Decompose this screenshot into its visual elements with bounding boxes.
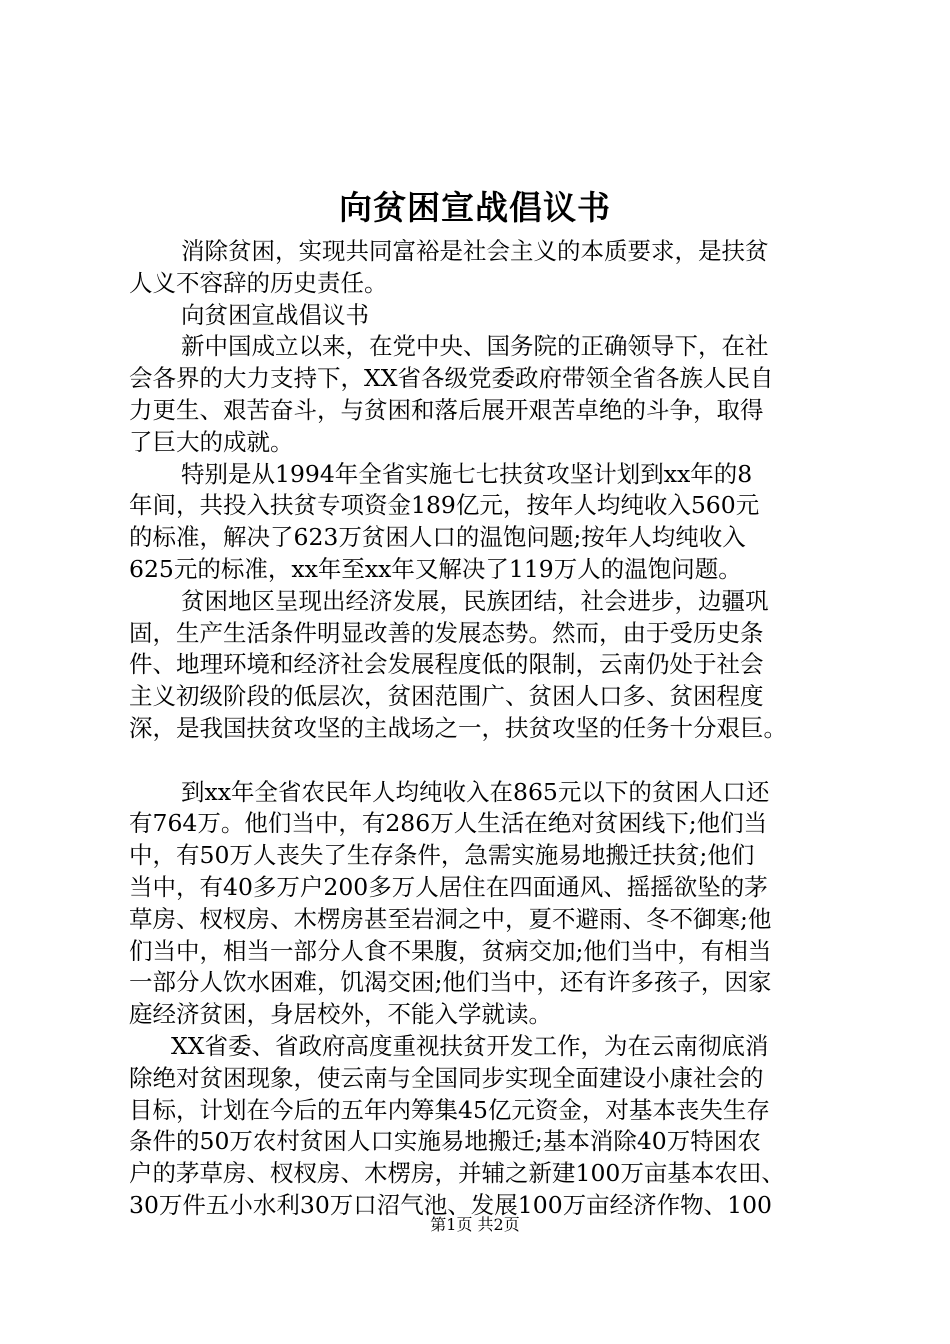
text-line: 们当中，相当一部分人食不果腹，贫病交加;他们当中，有相当 [129,936,772,965]
text-line: 会各界的大力支持下，XX省各级党委政府带领全省各族人民自 [129,364,774,393]
text-line: 消除贫困，实现共同富裕是社会主义的本质要求，是扶贫 [181,237,769,265]
text-line: 向贫困宣战倡议书 [181,300,369,329]
text-line: 当中，有40多万户200多万人居住在四面通风、摇摇欲坠的茅 [129,872,768,901]
text-line: 除绝对贫困现象，使云南与全国同步实现全面建设小康社会的 [129,1063,764,1092]
text-line: 草房、杈杈房、木楞房甚至岩洞之中，夏不避雨、冬不御寒;他 [129,904,772,933]
text-line: 贫困地区呈现出经济发展，民族团结，社会进步，边疆巩 [181,586,769,615]
text-line: XX省委、省政府高度重视扶贫开发工作，为在云南彻底消 [171,1031,769,1060]
text-line: 主义初级阶段的低层次，贫困范围广、贫困人口多、贫困程度 [129,682,764,711]
text-line: 目标，计划在今后的五年内筹集45亿元资金，对基本丧失生存 [129,1095,770,1124]
text-line: 一部分人饮水困难，饥渴交困;他们当中，还有许多孩子，因家 [129,968,772,997]
text-line: 特别是从1994年全省实施七七扶贫攻坚计划到xx年的8 [181,459,753,488]
text-line: 中，有50万人丧失了生存条件，急需实施易地搬迁扶贫;他们 [129,841,755,870]
text-line: 固，生产生活条件明显改善的发展态势。然而，由于受历史条 [129,618,764,647]
page-footer: 第1页 共2页 [430,1215,520,1234]
paragraph-spacer [129,745,829,777]
text-line: 30万件五小水利30万口沼气池、发展100万亩经济作物、100 [129,1190,773,1219]
text-line: 件、地理环境和经济社会发展程度低的限制，云南仍处于社会 [129,650,764,679]
text-line: 条件的50万农村贫困人口实施易地搬迁;基本消除40万特困农 [129,1127,761,1156]
text-line: 有764万。他们当中，有286万人生活在绝对贫困线下;他们当 [129,809,768,838]
text-line: 到xx年全省农民年人均纯收入在865元以下的贫困人口还 [181,777,770,806]
text-line: 户的茅草房、杈杈房、木楞房，并辅之新建100万亩基本农田、 [129,1159,785,1188]
document-body [129,236,829,1222]
text-line: 新中国成立以来，在党中央、国务院的正确领导下，在社 [181,332,769,361]
text-line: 力更生、艰苦奋斗，与贫困和落后展开艰苦卓绝的斗争，取得 [129,395,764,424]
text-line: 625元的标准，xx年至xx年又解决了119万人的温饱问题。 [129,554,742,583]
text-line: 了巨大的成就。 [129,427,294,456]
text-line: 深，是我国扶贫攻坚的主战场之一，扶贫攻坚的任务十分艰巨。 [129,713,787,742]
text-line: 的标准，解决了623万贫困人口的温饱问题;按年人均纯收入 [129,523,746,552]
document-title: 向贫困宣战倡议书 [339,188,611,227]
text-line: 人义不容辞的历史责任。 [129,268,388,297]
text-line: 年间，共投入扶贫专项资金189亿元，按年人均纯收入560元 [129,491,760,520]
text-line: 庭经济贫困，身居校外，不能入学就读。 [129,1000,552,1029]
